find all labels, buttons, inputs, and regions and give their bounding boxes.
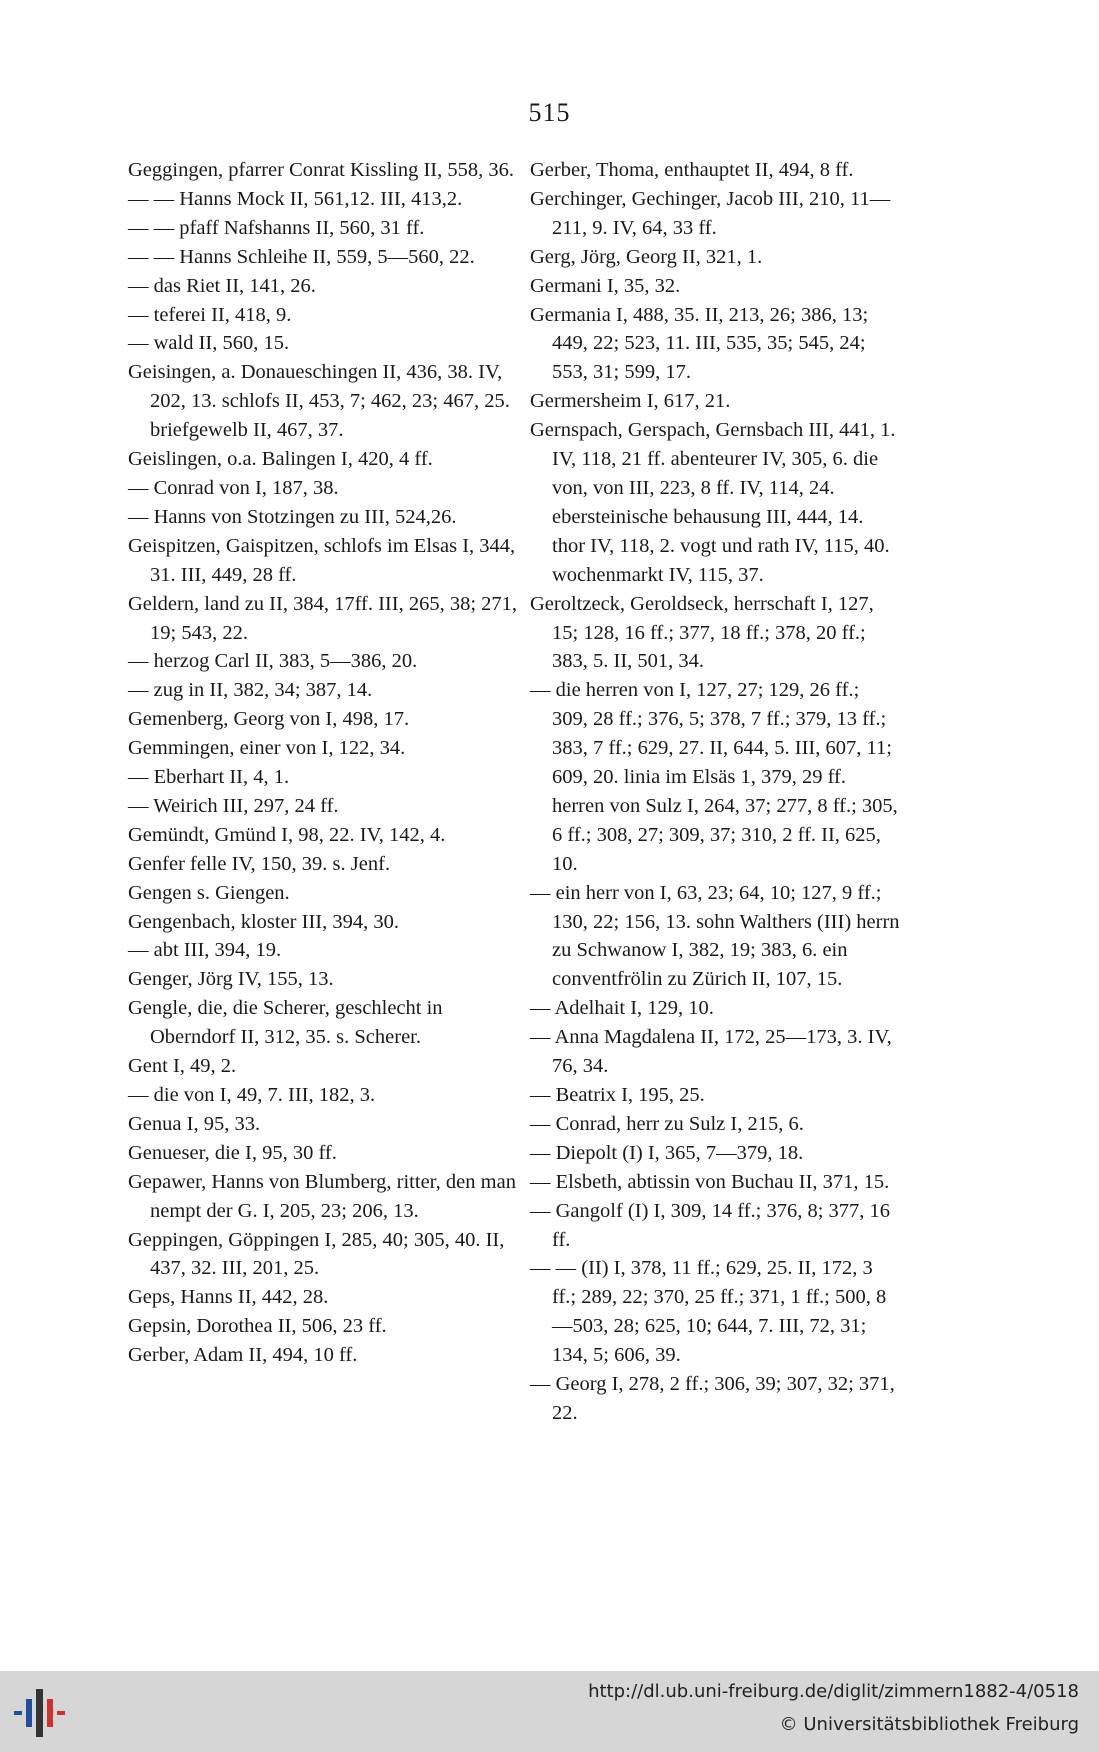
index-entry: Gent I, 49, 2. bbox=[128, 1055, 237, 1078]
index-entry: Genfer felle IV, 150, 39. s. Jenf. bbox=[128, 852, 391, 875]
index-entry: Gerchinger, Gechinger, Jacob III, 210, 11—211, 9. IV, 64, 33 ff. bbox=[530, 187, 891, 239]
index-entry: Gengen s. Giengen. bbox=[128, 881, 290, 904]
index-entry: Gernspach, Gerspach, Gernsbach III, 441, 1. IV, 118, 21 ff. abenteurer IV, 305, 6. die von, von III, 223, 8 ff. IV, 114, 24. ebersteinische behausung III, 444, 14. thor IV, 118, 2. vogt und rath IV, 115, 40. wochenmarkt IV, 115, 37. bbox=[530, 419, 896, 586]
index-entry: Gengle, die, die Scherer, geschlecht in Oberndorf II, 312, 35. s. Scherer. bbox=[128, 997, 443, 1049]
index-entry: Germani I, 35, 32. bbox=[530, 274, 681, 297]
index-entry: Gemündt, Gmünd I, 98, 22. IV, 142, 4. bbox=[128, 823, 446, 846]
index-entry: — das Riet II, 141, 26. bbox=[128, 274, 316, 297]
index-column-left bbox=[128, 156, 518, 1370]
index-entry: — Anna Magdalena II, 172, 25—173, 3. IV, 76, 34. bbox=[530, 1026, 892, 1078]
index-entry: Geldern, land zu II, 384, 17ff. III, 265, 38; 271, 19; 543, 22. bbox=[128, 592, 518, 644]
index-entry: Geisingen, a. Donaueschingen II, 436, 38. IV, 202, 13. schlofs II, 453, 7; 462, 23; 467, 25. briefgewelb II, 467, 37. bbox=[128, 361, 510, 442]
index-entry: — Eberhart II, 4, 1. bbox=[128, 766, 290, 789]
index-entry: — Georg I, 278, 2 ff.; 306, 39; 307, 32; 371, 22. bbox=[530, 1373, 895, 1424]
page-number: 515 bbox=[528, 98, 571, 127]
index-entry: Gerg, Jörg, Georg II, 321, 1. bbox=[530, 245, 763, 268]
index-entry: Genueser, die I, 95, 30 ff. bbox=[128, 1141, 337, 1164]
index-entry: — ein herr von I, 63, 23; 64, 10; 127, 9 ff.; 130, 22; 156, 13. sohn Walthers (III) herrn zu Schwanow I, 382, 19; 383, 6. ein conventfrölin zu Zürich II, 107, 15. bbox=[530, 881, 900, 991]
footer-url-link[interactable]: http://dl.ub.uni-freiburg.de/diglit/zimmern1882-4/0518 bbox=[588, 1681, 1079, 1702]
index-entry: — Hanns von Stotzingen zu III, 524,26. bbox=[128, 505, 457, 528]
index-column-right bbox=[530, 156, 900, 1428]
index-entry: Geislingen, o.a. Balingen I, 420, 4 ff. bbox=[128, 448, 433, 471]
index-entry: — Conrad von I, 187, 38. bbox=[128, 476, 339, 499]
index-entry: Genger, Jörg IV, 155, 13. bbox=[128, 968, 334, 991]
index-entry: — die herren von I, 127, 27; 129, 26 ff.; 309, 28 ff.; 376, 5; 378, 7 ff.; 379, 13 ff.; 383, 7 ff.; 629, 27. II, 644, 5. III, 607, 11; 609, 20. linia im Elsäs 1, 379, 29 ff. herren von Sulz I, 264, 37; 277, 8 ff.; 305, 6 ff.; 308, 27; 309, 37; 310, 2 ff. II, 625, 10. bbox=[530, 679, 898, 875]
index-entry: — herzog Carl II, 383, 5—386, 20. bbox=[128, 650, 418, 673]
index-entry: — — (II) I, 378, 11 ff.; 629, 25. II, 172, 3 ff.; 289, 22; 370, 25 ff.; 371, 1 ff.; 500, 8—503, 28; 625, 10; 644, 7. III, 72, 31; 134, 5; 606, 39. bbox=[530, 1257, 887, 1367]
index-entry: Gerber, Thoma, enthauptet II, 494, 8 ff. bbox=[530, 159, 854, 181]
index-entry: — Conrad, herr zu Sulz I, 215, 6. bbox=[530, 1112, 804, 1135]
index-entry: — — pfaff Nafshanns II, 560, 31 ff. bbox=[128, 216, 425, 239]
index-entry: — Beatrix I, 195, 25. bbox=[530, 1084, 705, 1106]
index-entry: — Elsbeth, abtissin von Buchau II, 371, 15. bbox=[530, 1170, 890, 1193]
index-entry: — Diepolt (I) I, 365, 7—379, 18. bbox=[530, 1141, 804, 1164]
index-entry: Germersheim I, 617, 21. bbox=[530, 390, 731, 413]
footer-bar bbox=[0, 1671, 1099, 1752]
index-entry: Gepawer, Hanns von Blumberg, ritter, den man nempt der G. I, 205, 23; 206, 13. bbox=[128, 1170, 516, 1222]
index-entry: Genua I, 95, 33. bbox=[128, 1112, 261, 1135]
footer-copyright: © Universitätsbibliothek Freiburg bbox=[779, 1714, 1079, 1735]
index-entry: Gengenbach, kloster III, 394, 30. bbox=[128, 910, 399, 933]
index-entry: — abt III, 394, 19. bbox=[128, 939, 282, 962]
index-entry: — Adelhait I, 129, 10. bbox=[530, 997, 714, 1020]
index-entry: Geggingen, pfarrer Conrat Kissling II, 558, 36. bbox=[128, 159, 514, 181]
index-entry: Gepsin, Dorothea II, 506, 23 ff. bbox=[128, 1315, 387, 1338]
index-entry: — die von I, 49, 7. III, 182, 3. bbox=[128, 1084, 376, 1106]
index-entry: — Gangolf (I) I, 309, 14 ff.; 376, 8; 377, 16 ff. bbox=[530, 1199, 891, 1251]
index-entry: Germania I, 488, 35. II, 213, 26; 386, 13; 449, 22; 523, 11. III, 535, 35; 545, 24; 553, 31; 599, 17. bbox=[530, 303, 869, 384]
index-entry: Geispitzen, Gaispitzen, schlofs im Elsas I, 344, 31. III, 449, 28 ff. bbox=[128, 534, 516, 586]
index-entry: Geppingen, Göppingen I, 285, 40; 305, 40. II, 437, 32. III, 201, 25. bbox=[128, 1228, 505, 1280]
index-entry: Gemmingen, einer von I, 122, 34. bbox=[128, 737, 406, 760]
index-entry: — zug in II, 382, 34; 387, 14. bbox=[128, 679, 373, 702]
index-entry: — — Hanns Schleihe II, 559, 5—560, 22. bbox=[128, 245, 475, 268]
index-entry: — teferei II, 418, 9. bbox=[128, 303, 292, 326]
ub-freiburg-logo-icon[interactable] bbox=[12, 1685, 72, 1741]
index-entry: Geps, Hanns II, 442, 28. bbox=[128, 1286, 329, 1309]
index-entry: Gerber, Adam II, 494, 10 ff. bbox=[128, 1344, 358, 1367]
index-entry: — — Hanns Mock II, 561,12. III, 413,2. bbox=[128, 187, 463, 210]
index-entry: — wald II, 560, 15. bbox=[128, 332, 290, 355]
index-entry: Geroltzeck, Geroldseck, herrschaft I, 127, 15; 128, 16 ff.; 377, 18 ff.; 378, 20 ff.; 383, 5. II, 501, 34. bbox=[530, 592, 874, 673]
index-entry: Gemenberg, Georg von I, 498, 17. bbox=[128, 708, 410, 731]
index-entry: — Weirich III, 297, 24 ff. bbox=[128, 794, 339, 817]
